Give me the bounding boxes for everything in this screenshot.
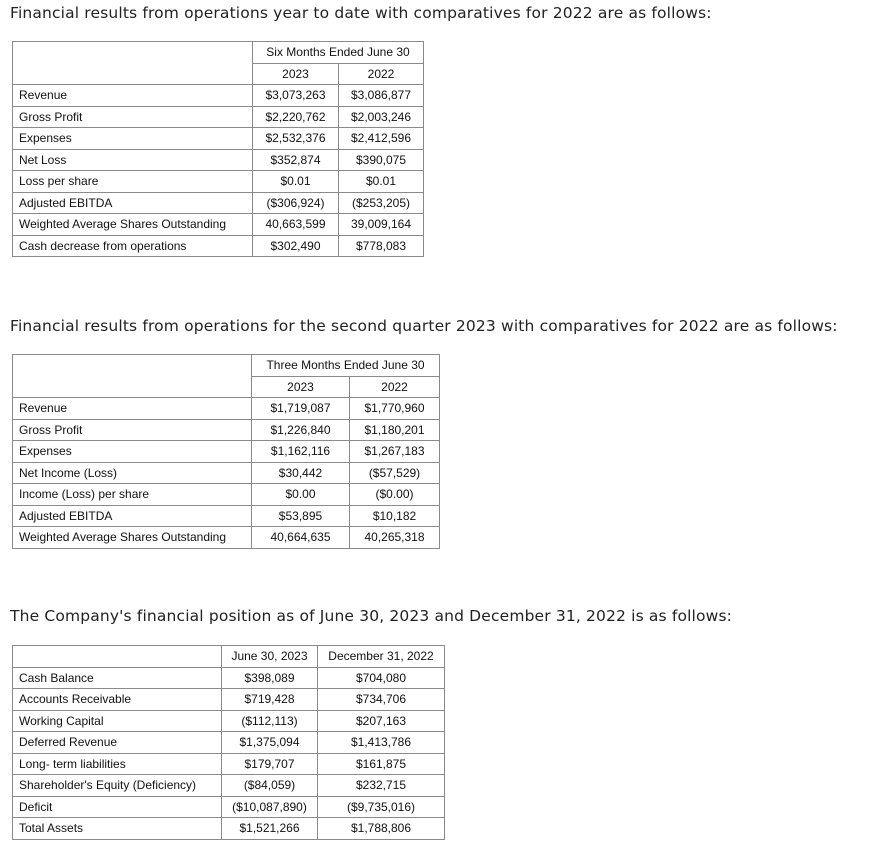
- row-label: Revenue: [13, 85, 253, 107]
- table-row: [13, 505, 440, 527]
- value-dec-2022: $232,715: [318, 775, 445, 797]
- value-dec-2022: $1,788,806: [318, 818, 445, 840]
- table-row: [13, 106, 424, 128]
- value-2022: $1,267,183: [350, 441, 440, 463]
- ytd-results-heading: Financial results from operations year to date with comparatives for 2022 are as follows:: [10, 4, 712, 22]
- value-2022: ($57,529): [350, 462, 440, 484]
- table-row: [13, 462, 440, 484]
- value-2022: $0.01: [339, 171, 424, 193]
- table-header-row: [13, 646, 445, 668]
- row-label: Net Loss: [13, 149, 253, 171]
- value-2022: $2,412,596: [339, 128, 424, 150]
- table-row: [13, 710, 445, 732]
- value-2022: $10,182: [350, 505, 440, 527]
- value-2022: $3,086,877: [339, 85, 424, 107]
- row-label: Cash Balance: [13, 667, 222, 689]
- row-label: Total Assets: [13, 818, 222, 840]
- value-2022: $390,075: [339, 149, 424, 171]
- column-header-2022: 2022: [350, 376, 440, 398]
- value-june-2023: $179,707: [222, 753, 318, 775]
- period-header: Six Months Ended June 30: [253, 42, 424, 64]
- ytd-results-table: [12, 41, 424, 257]
- value-2022: ($0.00): [350, 484, 440, 506]
- value-2022: 39,009,164: [339, 214, 424, 236]
- value-june-2023: $1,375,094: [222, 732, 318, 754]
- column-header-2023: 2023: [253, 63, 339, 85]
- value-2023: 40,663,599: [253, 214, 339, 236]
- value-2023: 40,664,635: [252, 527, 350, 549]
- table-row: [13, 441, 440, 463]
- row-label: Weighted Average Shares Outstanding: [13, 214, 253, 236]
- table-row: [13, 753, 445, 775]
- row-label: Adjusted EBITDA: [13, 192, 253, 214]
- value-2022: $1,180,201: [350, 419, 440, 441]
- value-dec-2022: $734,706: [318, 689, 445, 711]
- table-row: [13, 235, 424, 257]
- value-2023: ($306,924): [253, 192, 339, 214]
- row-label: Shareholder's Equity (Deficiency): [13, 775, 222, 797]
- table-header-row: [13, 355, 440, 377]
- row-label: Income (Loss) per share: [13, 484, 252, 506]
- table-row: [13, 419, 440, 441]
- row-label: Deficit: [13, 796, 222, 818]
- table-row: [13, 796, 445, 818]
- value-june-2023: $719,428: [222, 689, 318, 711]
- row-label: Deferred Revenue: [13, 732, 222, 754]
- table-row: [13, 484, 440, 506]
- value-dec-2022: $161,875: [318, 753, 445, 775]
- table-row: [13, 732, 445, 754]
- period-header: Three Months Ended June 30: [252, 355, 440, 377]
- table-row: [13, 192, 424, 214]
- value-2023: $1,226,840: [252, 419, 350, 441]
- value-june-2023: $1,521,266: [222, 818, 318, 840]
- value-2022: ($253,205): [339, 192, 424, 214]
- value-june-2023: ($112,113): [222, 710, 318, 732]
- row-label: Long- term liabilities: [13, 753, 222, 775]
- table-row: [13, 667, 445, 689]
- value-2023: $53,895: [252, 505, 350, 527]
- financial-position-table: [12, 645, 445, 840]
- value-dec-2022: $1,413,786: [318, 732, 445, 754]
- value-2022: 40,265,318: [350, 527, 440, 549]
- value-june-2023: ($10,087,890): [222, 796, 318, 818]
- table-row: [13, 527, 440, 549]
- value-2023: $352,874: [253, 149, 339, 171]
- value-2023: $1,162,116: [252, 441, 350, 463]
- row-label: Working Capital: [13, 710, 222, 732]
- table-row: [13, 818, 445, 840]
- row-label: Cash decrease from operations: [13, 235, 253, 257]
- value-dec-2022: ($9,735,016): [318, 796, 445, 818]
- value-2022: $1,770,960: [350, 398, 440, 420]
- table-corner-cell: [13, 646, 222, 668]
- value-2023: $0.01: [253, 171, 339, 193]
- row-label: Accounts Receivable: [13, 689, 222, 711]
- value-2023: $0.00: [252, 484, 350, 506]
- value-2022: $778,083: [339, 235, 424, 257]
- row-label: Loss per share: [13, 171, 253, 193]
- table-row: [13, 171, 424, 193]
- value-2022: $2,003,246: [339, 106, 424, 128]
- table-row: [13, 149, 424, 171]
- value-2023: $302,490: [253, 235, 339, 257]
- column-header-dec-2022: December 31, 2022: [318, 646, 445, 668]
- row-label: Gross Profit: [13, 106, 253, 128]
- column-header-june-2023: June 30, 2023: [222, 646, 318, 668]
- row-label: Weighted Average Shares Outstanding: [13, 527, 252, 549]
- table-row: [13, 128, 424, 150]
- row-label: Expenses: [13, 128, 253, 150]
- value-2023: $3,073,263: [253, 85, 339, 107]
- value-dec-2022: $704,080: [318, 667, 445, 689]
- row-label: Expenses: [13, 441, 252, 463]
- table-corner-cell: [13, 42, 253, 85]
- table-header-row: [13, 42, 424, 64]
- value-june-2023: ($84,059): [222, 775, 318, 797]
- q2-results-table: [12, 354, 440, 549]
- table-corner-cell: [13, 355, 252, 398]
- financial-position-heading: The Company's financial position as of June 30, 2023 and December 31, 2022 is as follows:: [10, 607, 733, 625]
- column-header-2022: 2022: [339, 63, 424, 85]
- table-row: [13, 689, 445, 711]
- value-2023: $30,442: [252, 462, 350, 484]
- value-2023: $2,532,376: [253, 128, 339, 150]
- row-label: Revenue: [13, 398, 252, 420]
- row-label: Net Income (Loss): [13, 462, 252, 484]
- value-2023: $2,220,762: [253, 106, 339, 128]
- column-header-2023: 2023: [252, 376, 350, 398]
- table-row: [13, 214, 424, 236]
- row-label: Gross Profit: [13, 419, 252, 441]
- table-row: [13, 398, 440, 420]
- row-label: Adjusted EBITDA: [13, 505, 252, 527]
- table-row: [13, 85, 424, 107]
- value-june-2023: $398,089: [222, 667, 318, 689]
- table-row: [13, 775, 445, 797]
- value-2023: $1,719,087: [252, 398, 350, 420]
- q2-results-heading: Financial results from operations for the second quarter 2023 with comparatives for 2022 are as follows:: [10, 317, 838, 335]
- value-dec-2022: $207,163: [318, 710, 445, 732]
